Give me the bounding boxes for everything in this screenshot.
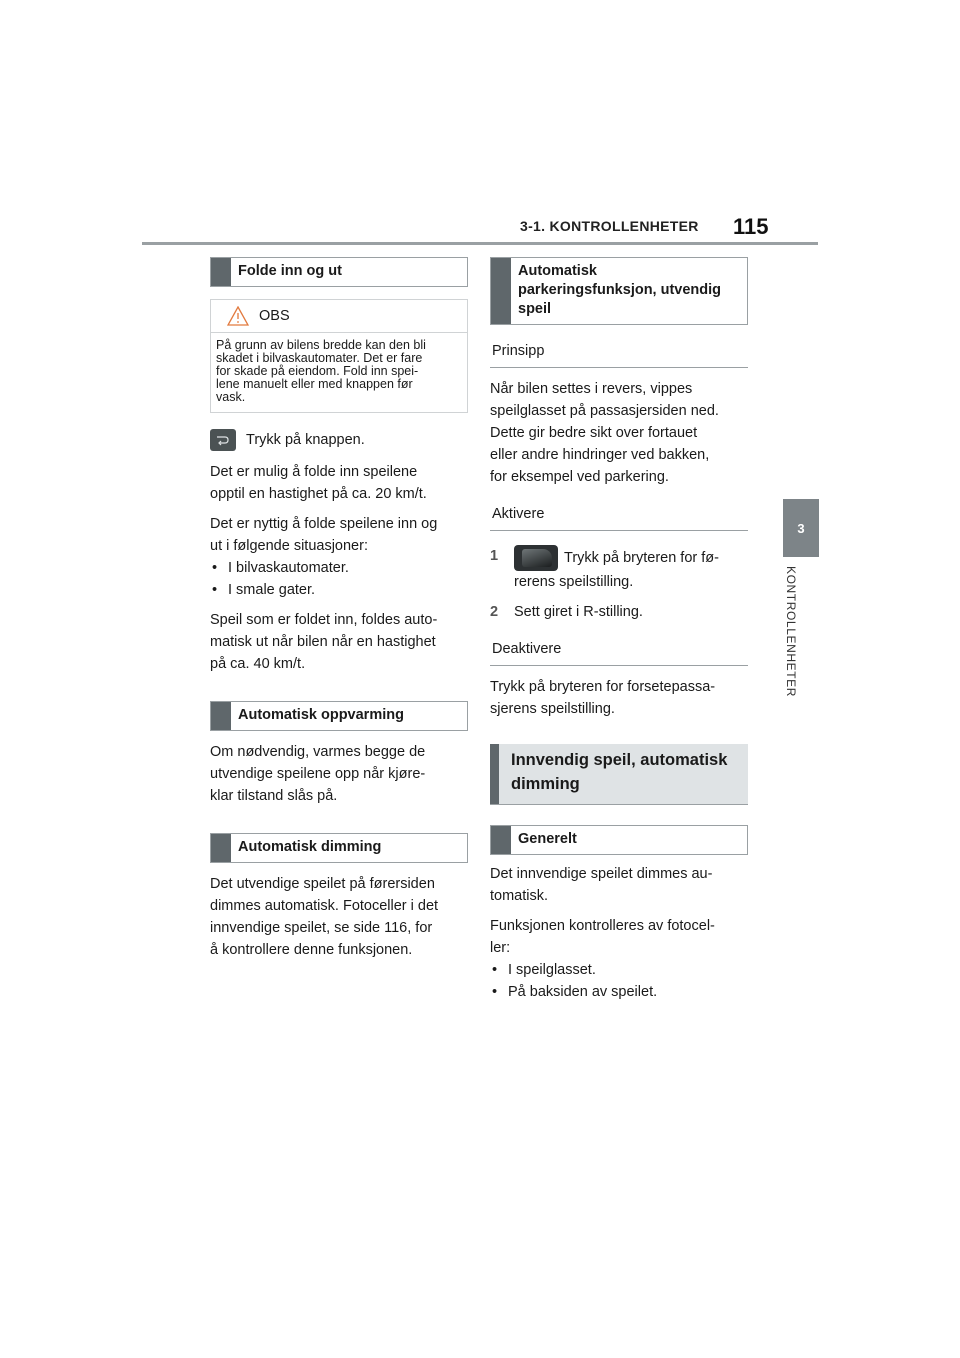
bullet-dot: •: [492, 962, 498, 978]
paragraph: [210, 513, 468, 557]
notice-body: [211, 333, 467, 412]
text-line: Dette gir bedre sikt over fortauet: [490, 425, 698, 441]
bullet-item: [490, 959, 748, 981]
heading-bar: [211, 834, 231, 862]
bullet-item: [490, 981, 748, 1003]
heading-heating-text: Automatisk oppvarming: [238, 707, 404, 723]
text-line: Om nødvendig, varmes begge de: [210, 744, 426, 760]
heading-interior-text: [499, 744, 735, 804]
text-line: Trykk på bryteren for forsetepassa-: [490, 679, 716, 695]
paragraph: [210, 609, 468, 675]
step-item: [490, 545, 748, 593]
notice-line: På grunn av bilens bredde kan den bli: [216, 338, 426, 352]
text-line: speilglasset på passasjersiden ned.: [490, 403, 719, 419]
warning-icon: [227, 306, 249, 326]
notice-line: lene manuelt eller med knappen før: [216, 377, 413, 391]
heading-line: speil: [518, 301, 552, 317]
bullet-dot: •: [492, 984, 498, 1000]
right-column: [490, 257, 748, 1003]
heading-interior: [490, 744, 748, 805]
subheading-activate: Aktivere: [490, 506, 748, 531]
heading-fold: [210, 257, 468, 287]
heading-line: Automatisk: [518, 263, 597, 279]
text-line: tomatisk.: [490, 888, 549, 904]
heading-heating: [210, 701, 468, 731]
paragraph: [210, 741, 468, 807]
text-line: dimmes automatisk. Fotoceller i det: [210, 898, 439, 914]
header-divider: [142, 242, 818, 245]
heading-bar: [491, 826, 511, 854]
text-line: ler:: [490, 940, 511, 956]
button-instruction-text: Trykk på knappen.: [246, 432, 365, 448]
text-line: matisk ut når bilen når en hastighet: [210, 634, 436, 650]
bullet-text: På baksiden av speilet.: [508, 984, 658, 1000]
heading-line: Innvendig speil, automatisk: [511, 751, 728, 769]
notice-box: [210, 299, 468, 413]
heading-bar: [211, 258, 231, 286]
chapter-tab: 3: [783, 499, 819, 557]
text-line: Speil som er foldet inn, foldes auto-: [210, 612, 438, 628]
heading-dimming-text: Automatisk dimming: [238, 839, 382, 855]
notice-line: vask.: [216, 390, 246, 404]
text-line: eller andre hindringer ved bakken,: [490, 447, 710, 463]
step-number: 2: [490, 604, 499, 620]
chapter-tab-label: KONTROLLENHETER: [784, 566, 798, 698]
text-line: Når bilen settes i revers, vippes: [490, 381, 693, 397]
notice-line: skadet i bilvaskautomater. Det er fare: [216, 351, 423, 365]
text-line: Det er nyttig å folde speilene inn og: [210, 516, 438, 532]
left-column: [210, 257, 468, 969]
paragraph: [490, 863, 748, 907]
text-line: sjerens speilstilling.: [490, 701, 615, 717]
page-number: 115: [733, 214, 769, 239]
heading-line: dimming: [511, 775, 580, 793]
heading-bar: [211, 702, 231, 730]
step-number: 1: [490, 548, 499, 564]
notice-line: for skade på eiendom. Fold inn spei-: [216, 364, 419, 378]
step-text: [514, 545, 719, 593]
text-line: å kontrollere denne funksjonen.: [210, 942, 413, 958]
text-line: klar tilstand slås på.: [210, 788, 338, 804]
paragraph: [210, 873, 468, 961]
notice-header: [211, 300, 467, 333]
notice-label: OBS: [259, 308, 290, 324]
chapter-tab-label-box: [784, 566, 804, 726]
heading-fold-text: Folde inn og ut: [238, 263, 342, 279]
bullet-dot: •: [212, 582, 218, 598]
mirror-fold-button-icon: [210, 429, 236, 451]
heading-bar: [491, 258, 511, 324]
bullet-dot: •: [212, 560, 218, 576]
text-line: på ca. 40 km/t.: [210, 656, 306, 672]
text-line: rerens speilstilling.: [514, 574, 634, 590]
heading-parking-text: [511, 258, 721, 324]
text-line: ut i følgende situasjoner:: [210, 538, 368, 554]
bullet-item: [210, 557, 468, 579]
button-instruction: [210, 427, 468, 453]
heading-bar: [490, 744, 499, 804]
text-line: Trykk på bryteren for fø-: [564, 549, 719, 566]
paragraph: [210, 461, 468, 505]
bullet-item: [210, 579, 468, 601]
bullet-text: I bilvaskautomater.: [228, 560, 349, 576]
heading-parking: [490, 257, 748, 325]
text-line: Det utvendige speilet på førersiden: [210, 876, 435, 892]
heading-general: [490, 825, 748, 855]
text-line: innvendige speilet, se side 116, for: [210, 920, 433, 936]
subheading-principle: Prinsipp: [490, 343, 748, 368]
step-text: Sett giret i R-stilling.: [514, 604, 643, 620]
heading-dimming: [210, 833, 468, 863]
text-line: opptil en hastighet på ca. 20 km/t.: [210, 486, 427, 502]
heading-general-text: Generelt: [518, 831, 577, 847]
paragraph: [490, 676, 748, 720]
bullet-text: I speilglasset.: [508, 962, 596, 978]
text-line: Det er mulig å folde inn speilene: [210, 464, 418, 480]
section-title: 3-1. KONTROLLENHETER: [520, 218, 699, 234]
heading-line: parkeringsfunksjon, utvendig: [518, 282, 722, 298]
text-line: Det innvendige speilet dimmes au-: [490, 866, 713, 882]
subheading-deactivate: Deaktivere: [490, 641, 748, 666]
bullet-text: I smale gater.: [228, 582, 316, 598]
text-line: for eksempel ved parkering.: [490, 469, 669, 485]
paragraph: [490, 378, 748, 488]
step-item: [490, 601, 748, 623]
paragraph: [490, 915, 748, 959]
mirror-switch-icon: [514, 545, 558, 571]
text-line: Funksjonen kontrolleres av fotocel-: [490, 918, 715, 934]
text-line: utvendige speilene opp når kjøre-: [210, 766, 426, 782]
